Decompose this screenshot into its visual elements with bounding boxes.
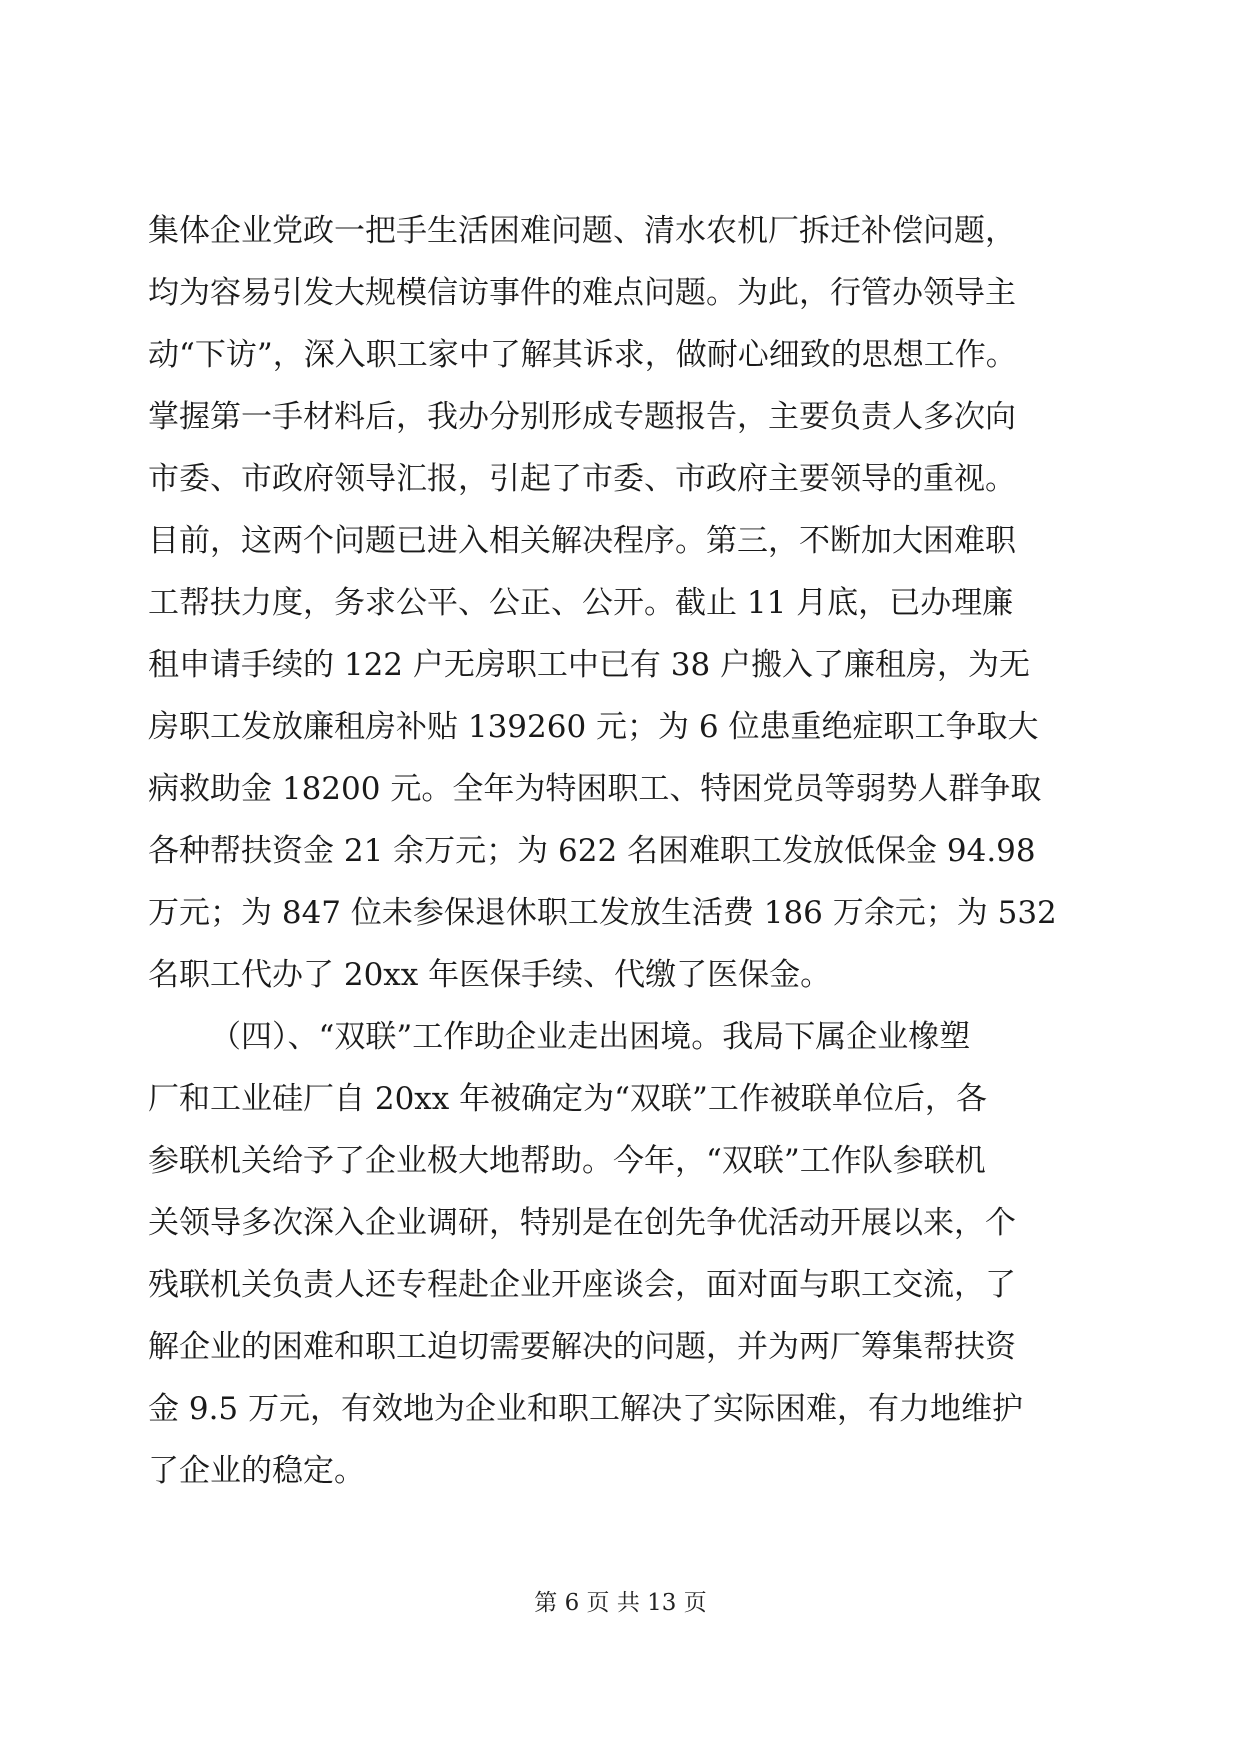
text-line: 厂和工业硅厂自 20xx 年被确定为“双联”工作被联单位后，各 — [148, 1081, 987, 1117]
text-line: 集体企业党政一把手生活困难问题、清水农机厂拆迁补偿问题， — [148, 213, 1016, 249]
text-line: 各种帮扶资金 21 余万元；为 622 名困难职工发放低保金 94.98 — [148, 833, 1036, 869]
text-line: 了企业的稳定。 — [148, 1453, 365, 1489]
text-line: 病救助金 18200 元。全年为特困职工、特困党员等弱势人群争取 — [148, 771, 1042, 807]
text-line: 租申请手续的 122 户无房职工中已有 38 户搬入了廉租房，为无 — [148, 647, 1031, 683]
text-line: 解企业的困难和职工迫切需要解决的问题，并为两厂筹集帮扶资 — [148, 1329, 1016, 1365]
text-line: 万元；为 847 位未参保退休职工发放生活费 186 万余元；为 532 — [148, 895, 1057, 931]
text-line: 房职工发放廉租房补贴 139260 元；为 6 位患重绝症职工争取大 — [148, 709, 1039, 745]
page-number-footer: 第 6 页 共 13 页 — [534, 1590, 707, 1616]
text-line: 关领导多次深入企业调研，特别是在创先争优活动开展以来，个 — [148, 1205, 1016, 1241]
text-line: 工帮扶力度，务求公平、公正、公开。截止 11 月底，已办理廉 — [148, 585, 1014, 621]
text-line: 目前，这两个问题已进入相关解决程序。第三，不断加大困难职 — [148, 523, 1016, 559]
text-line: 名职工代办了 20xx 年医保手续、代缴了医保金。 — [148, 957, 832, 993]
document-body — [148, 200, 1098, 1502]
text-line: 参联机关给予了企业极大地帮助。今年，“双联”工作队参联机 — [148, 1143, 986, 1179]
text-line: 动“下访”，深入职工家中了解其诉求，做耐心细致的思想工作。 — [148, 337, 1017, 373]
text-line: 市委、市政府领导汇报，引起了市委、市政府主要领导的重视。 — [148, 461, 1016, 497]
paragraph-start-line: （四）、“双联”工作助企业走出困境。我局下属企业橡塑 — [210, 1019, 971, 1055]
text-line: 均为容易引发大规模信访事件的难点问题。为此，行管办领导主 — [148, 275, 1016, 311]
text-line: 金 9.5 万元，有效地为企业和职工解决了实际困难，有力地维护 — [148, 1391, 1024, 1427]
text-line: 掌握第一手材料后，我办分别形成专题报告，主要负责人多次向 — [148, 399, 1016, 435]
text-line: 残联机关负责人还专程赴企业开座谈会，面对面与职工交流，了 — [148, 1267, 1016, 1303]
